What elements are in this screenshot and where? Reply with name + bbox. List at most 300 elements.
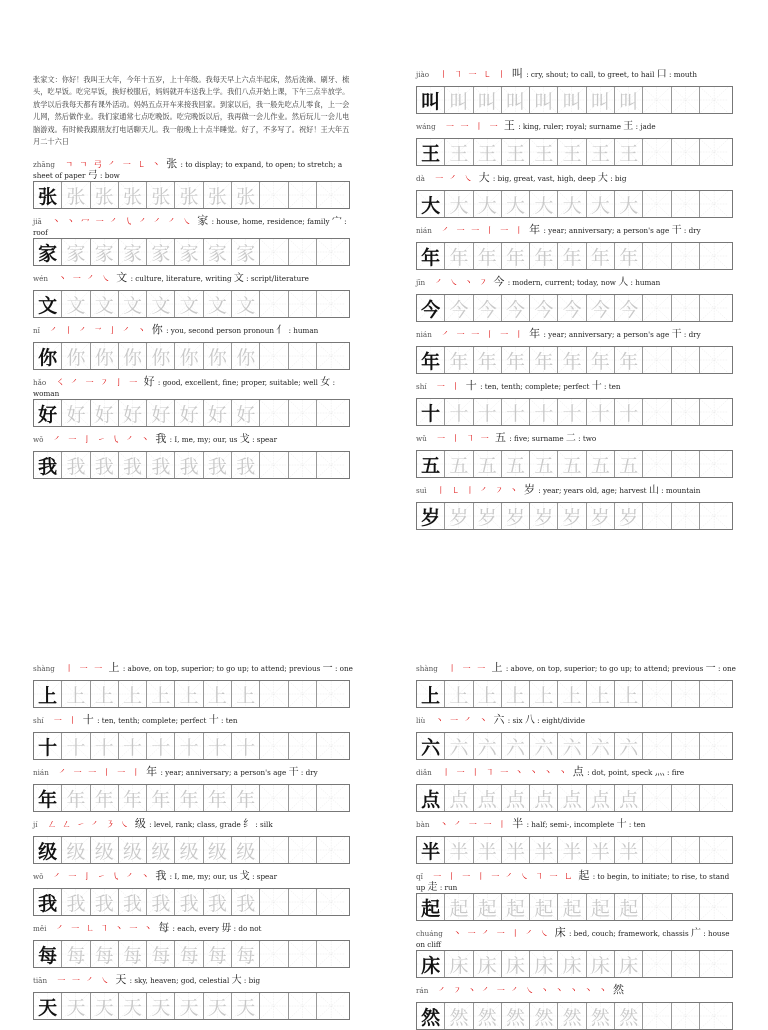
blank-practice-cell[interactable]: [700, 733, 728, 759]
trace-character-cell: [558, 1003, 586, 1029]
grid-character: 级: [38, 840, 58, 863]
blank-practice-cell[interactable]: [289, 681, 317, 707]
pinyin: jīn: [416, 278, 426, 287]
trace-character-cell: [204, 291, 232, 317]
grid-character: 大: [619, 194, 639, 217]
blank-practice-cell[interactable]: [643, 503, 671, 529]
grid-character: 半: [421, 840, 441, 863]
trace-character-cell: [558, 503, 586, 529]
blank-practice-cell[interactable]: [643, 681, 671, 707]
blank-practice-cell[interactable]: [643, 243, 671, 269]
trace-character-cell: [91, 889, 119, 915]
blank-practice-cell[interactable]: [289, 291, 317, 317]
grid-character: 大: [562, 194, 582, 217]
model-character-cell: [34, 993, 62, 1019]
stroke-order: 一 一 ㇒ ㇏: [57, 976, 112, 985]
grid-character: 上: [94, 684, 114, 707]
blank-practice-cell[interactable]: [317, 182, 345, 208]
blank-practice-cell[interactable]: [700, 894, 728, 920]
entry-header: [33, 760, 353, 784]
radical-character: 纟: [243, 819, 254, 830]
grid-character: 文: [236, 294, 256, 317]
grid-character: 你: [123, 346, 143, 369]
grid-character: 上: [506, 684, 526, 707]
grid-character: 起: [562, 897, 582, 920]
trace-character-cell: [62, 837, 90, 863]
blank-practice-cell[interactable]: [643, 1003, 671, 1029]
blank-practice-cell[interactable]: [289, 400, 317, 426]
trace-character-cell: [558, 191, 586, 217]
practice-grid: [416, 294, 733, 322]
grid-character: 张: [38, 185, 58, 208]
blank-practice-cell[interactable]: [260, 291, 288, 317]
grid-character: 叫: [477, 90, 497, 113]
meaning-text: : sky, heaven; god, celestial: [129, 976, 230, 985]
grid-character: 点: [477, 788, 497, 811]
headword-character: 五: [495, 431, 507, 444]
grid-character: 你: [38, 346, 58, 369]
blank-practice-cell[interactable]: [289, 452, 317, 478]
radical-meaning: : woman: [33, 378, 335, 398]
blank-practice-cell[interactable]: [643, 87, 671, 113]
grid-character: 六: [506, 736, 526, 759]
meaning-text: : king, ruler; royal; surname: [518, 122, 621, 131]
grid-character: 今: [619, 298, 639, 321]
grid-character: 级: [66, 840, 86, 863]
blank-practice-cell[interactable]: [317, 733, 345, 759]
headword-character: 每: [158, 921, 170, 934]
trace-character-cell: [445, 347, 473, 373]
blank-practice-cell[interactable]: [672, 837, 700, 863]
pinyin: jí: [33, 820, 38, 829]
headword-character: 文: [116, 271, 128, 284]
grid-character: 级: [151, 840, 171, 863]
blank-practice-cell[interactable]: [317, 400, 345, 426]
trace-character-cell: [530, 191, 558, 217]
blank-practice-cell[interactable]: [289, 889, 317, 915]
pinyin: nián: [416, 330, 432, 339]
grid-character: 年: [421, 350, 441, 373]
trace-character-cell: [147, 182, 175, 208]
blank-practice-cell[interactable]: [672, 87, 700, 113]
pinyin: wǒ: [33, 435, 44, 444]
trace-character-cell: [474, 295, 502, 321]
practice-grid: [33, 784, 350, 812]
trace-character-cell: [204, 785, 232, 811]
grid-character: 王: [449, 142, 469, 165]
blank-practice-cell[interactable]: [700, 503, 728, 529]
blank-practice-cell[interactable]: [317, 785, 345, 811]
grid-character: 起: [590, 897, 610, 920]
blank-practice-cell[interactable]: [672, 785, 700, 811]
blank-practice-cell[interactable]: [700, 951, 728, 977]
blank-practice-cell[interactable]: [317, 889, 345, 915]
trace-character-cell: [62, 343, 90, 369]
trace-character-cell: [147, 239, 175, 265]
entry-header: [33, 656, 353, 680]
trace-character-cell: [587, 191, 615, 217]
trace-character-cell: [615, 295, 643, 321]
trace-character-cell: [232, 993, 260, 1019]
meaning-text: : dot, point, speck: [587, 768, 653, 777]
blank-practice-cell[interactable]: [672, 295, 700, 321]
grid-character: 级: [123, 840, 143, 863]
grid-character: 我: [207, 892, 227, 915]
trace-character-cell: [232, 343, 260, 369]
trace-character-cell: [587, 347, 615, 373]
trace-character-cell: [175, 452, 203, 478]
blank-practice-cell[interactable]: [317, 343, 345, 369]
grid-character: 点: [421, 788, 441, 811]
trace-character-cell: [530, 681, 558, 707]
trace-character-cell: [615, 451, 643, 477]
blank-practice-cell[interactable]: [260, 681, 288, 707]
radical-meaning: : roof: [33, 217, 347, 237]
trace-character-cell: [91, 681, 119, 707]
trace-character-cell: [445, 87, 473, 113]
blank-practice-cell[interactable]: [672, 681, 700, 707]
pinyin: zhāng: [33, 160, 55, 169]
blank-practice-cell[interactable]: [672, 191, 700, 217]
trace-character-cell: [558, 243, 586, 269]
blank-practice-cell[interactable]: [317, 993, 345, 1019]
meaning-text: : year; anniversary; a person's age: [160, 768, 287, 777]
grid-character: 床: [590, 954, 610, 977]
blank-practice-cell[interactable]: [317, 291, 345, 317]
trace-character-cell: [175, 343, 203, 369]
radical-meaning: : eight/divide: [537, 716, 586, 725]
pinyin: shàng: [33, 664, 55, 673]
blank-practice-cell[interactable]: [672, 347, 700, 373]
grid-character: 上: [236, 684, 256, 707]
meaning-text: : good, excellent, fine; proper, suitable; well: [157, 378, 318, 387]
entry-header: [33, 708, 353, 732]
trace-character-cell: [175, 182, 203, 208]
meaning-text: : I, me, my; our, us: [169, 435, 238, 444]
pinyin: rán: [416, 986, 429, 995]
trace-character-cell: [175, 239, 203, 265]
trace-character-cell: [615, 139, 643, 165]
blank-practice-cell[interactable]: [289, 182, 317, 208]
blank-practice-cell[interactable]: [260, 993, 288, 1019]
practice-grid: [416, 242, 733, 270]
trace-character-cell: [615, 399, 643, 425]
grid-character: 天: [151, 996, 171, 1019]
blank-practice-cell[interactable]: [700, 243, 728, 269]
trace-character-cell: [62, 239, 90, 265]
blank-practice-cell[interactable]: [260, 400, 288, 426]
blank-practice-cell[interactable]: [643, 347, 671, 373]
meaning-text: : house, home, residence; family: [211, 217, 330, 226]
grid-character: 上: [449, 684, 469, 707]
trace-character-cell: [445, 503, 473, 529]
blank-practice-cell[interactable]: [643, 139, 671, 165]
grid-character: 级: [207, 840, 227, 863]
blank-practice-cell[interactable]: [289, 785, 317, 811]
blank-practice-cell[interactable]: [317, 239, 345, 265]
grid-character: 上: [151, 684, 171, 707]
grid-character: 十: [449, 402, 469, 425]
grid-character: 叫: [449, 90, 469, 113]
trace-character-cell: [558, 295, 586, 321]
trace-character-cell: [587, 399, 615, 425]
headword-character: 我: [155, 869, 167, 882]
grid-character: 半: [590, 840, 610, 863]
blank-practice-cell[interactable]: [672, 894, 700, 920]
trace-character-cell: [502, 451, 530, 477]
trace-character-cell: [615, 243, 643, 269]
blank-practice-cell[interactable]: [260, 785, 288, 811]
trace-character-cell: [91, 400, 119, 426]
blank-practice-cell[interactable]: [700, 347, 728, 373]
trace-character-cell: [147, 291, 175, 317]
trace-character-cell: [502, 87, 530, 113]
blank-practice-cell[interactable]: [672, 503, 700, 529]
model-character-cell: [417, 243, 445, 269]
grid-character: 五: [562, 454, 582, 477]
blank-practice-cell[interactable]: [672, 733, 700, 759]
blank-practice-cell[interactable]: [672, 951, 700, 977]
radical-meaning: : dry: [300, 768, 318, 777]
trace-character-cell: [175, 681, 203, 707]
blank-practice-cell[interactable]: [260, 452, 288, 478]
trace-character-cell: [62, 785, 90, 811]
stroke-order: 丶 一 ㇒ ㇏: [58, 274, 112, 283]
grid-character: 然: [590, 1006, 610, 1029]
grid-character: 文: [94, 294, 114, 317]
grid-character: 六: [421, 736, 441, 759]
blank-practice-cell[interactable]: [260, 343, 288, 369]
trace-character-cell: [232, 182, 260, 208]
character-entry: [416, 374, 736, 426]
pinyin: bàn: [416, 820, 430, 829]
grid-character: 上: [477, 684, 497, 707]
trace-character-cell: [558, 451, 586, 477]
blank-practice-cell[interactable]: [700, 139, 728, 165]
practice-grid: [33, 342, 350, 370]
radical-meaning: : jade: [635, 122, 656, 131]
trace-character-cell: [502, 681, 530, 707]
stroke-order: ㇒ 一 一 丨 一 丨: [59, 768, 142, 777]
blank-practice-cell[interactable]: [643, 785, 671, 811]
blank-practice-cell[interactable]: [672, 399, 700, 425]
trace-character-cell: [119, 941, 147, 967]
trace-character-cell: [474, 733, 502, 759]
blank-practice-cell[interactable]: [672, 243, 700, 269]
meaning-text: : level, rank; class, grade: [149, 820, 241, 829]
blank-practice-cell[interactable]: [289, 993, 317, 1019]
headword-character: 叫: [511, 67, 523, 80]
blank-practice-cell[interactable]: [289, 941, 317, 967]
trace-character-cell: [204, 182, 232, 208]
grid-character: 级: [179, 840, 199, 863]
blank-practice-cell[interactable]: [643, 191, 671, 217]
blank-practice-cell[interactable]: [672, 451, 700, 477]
blank-practice-cell[interactable]: [700, 1003, 728, 1029]
grid-character: 今: [421, 298, 441, 321]
headword-character: 十: [465, 379, 477, 392]
radical-character: 王: [623, 121, 634, 132]
character-entry: [33, 708, 353, 760]
meaning-text: : ten, tenth; complete; perfect: [480, 382, 590, 391]
trace-character-cell: [445, 951, 473, 977]
grid-character: 年: [562, 350, 582, 373]
model-character-cell: [417, 951, 445, 977]
character-entry: [416, 62, 736, 114]
blank-practice-cell[interactable]: [672, 1003, 700, 1029]
trace-character-cell: [445, 894, 473, 920]
blank-practice-cell[interactable]: [700, 295, 728, 321]
blank-practice-cell[interactable]: [289, 837, 317, 863]
model-character-cell: [34, 343, 62, 369]
trace-character-cell: [204, 941, 232, 967]
blank-practice-cell[interactable]: [289, 239, 317, 265]
trace-character-cell: [147, 681, 175, 707]
blank-practice-cell[interactable]: [289, 343, 317, 369]
grid-character: 岁: [562, 506, 582, 529]
grid-character: 岁: [449, 506, 469, 529]
trace-character-cell: [530, 295, 558, 321]
trace-character-cell: [147, 837, 175, 863]
model-character-cell: [34, 681, 62, 707]
blank-practice-cell[interactable]: [672, 139, 700, 165]
grid-character: 床: [506, 954, 526, 977]
grid-character: 叫: [590, 90, 610, 113]
pinyin: wǒ: [33, 872, 44, 881]
blank-practice-cell[interactable]: [643, 451, 671, 477]
grid-character: 五: [619, 454, 639, 477]
trace-character-cell: [530, 399, 558, 425]
grid-character: 张: [151, 185, 171, 208]
trace-character-cell: [587, 243, 615, 269]
blank-practice-cell[interactable]: [700, 399, 728, 425]
grid-character: 上: [534, 684, 554, 707]
trace-character-cell: [119, 291, 147, 317]
entry-header: [416, 478, 736, 502]
trace-character-cell: [119, 681, 147, 707]
blank-practice-cell[interactable]: [643, 951, 671, 977]
grid-character: 十: [236, 736, 256, 759]
grid-character: 家: [38, 242, 58, 265]
stroke-order: ㇒ 一 亅 ㇀ ㇂ ㇒ 丶: [53, 872, 152, 881]
trace-character-cell: [558, 837, 586, 863]
trace-character-cell: [445, 399, 473, 425]
blank-practice-cell[interactable]: [700, 837, 728, 863]
trace-character-cell: [587, 1003, 615, 1029]
character-entry: [416, 921, 736, 978]
radical-character: 一: [705, 663, 716, 674]
entry-header: [416, 62, 736, 86]
grid-character: 六: [477, 736, 497, 759]
grid-character: 好: [236, 403, 256, 426]
grid-character: 大: [421, 194, 441, 217]
trace-character-cell: [558, 681, 586, 707]
blank-practice-cell[interactable]: [260, 733, 288, 759]
trace-character-cell: [502, 399, 530, 425]
blank-practice-cell[interactable]: [643, 733, 671, 759]
blank-practice-cell[interactable]: [260, 889, 288, 915]
grid-character: 家: [123, 242, 143, 265]
blank-practice-cell[interactable]: [700, 87, 728, 113]
blank-practice-cell[interactable]: [260, 182, 288, 208]
trace-character-cell: [62, 993, 90, 1019]
practice-grid: [416, 138, 733, 166]
character-entry: [33, 864, 353, 916]
blank-practice-cell[interactable]: [260, 941, 288, 967]
trace-character-cell: [530, 451, 558, 477]
trace-character-cell: [204, 993, 232, 1019]
trace-character-cell: [502, 295, 530, 321]
blank-practice-cell[interactable]: [700, 681, 728, 707]
practice-grid: [416, 346, 733, 374]
blank-practice-cell[interactable]: [700, 785, 728, 811]
blank-practice-cell[interactable]: [260, 239, 288, 265]
trace-character-cell: [474, 87, 502, 113]
meaning-text: : year; anniversary; a person's age: [543, 226, 670, 235]
blank-practice-cell[interactable]: [700, 191, 728, 217]
trace-character-cell: [530, 733, 558, 759]
entry-header: [416, 812, 736, 836]
grid-character: 年: [619, 246, 639, 269]
blank-practice-cell[interactable]: [643, 399, 671, 425]
blank-practice-cell[interactable]: [317, 681, 345, 707]
grid-character: 半: [619, 840, 639, 863]
stroke-order: 丶 丶 冖 一 ㇒ ㇂ ㇒ ㇒ ㇒ ㇏: [52, 217, 193, 226]
blank-practice-cell[interactable]: [289, 733, 317, 759]
radical-meaning: : spear: [252, 435, 278, 444]
trace-character-cell: [204, 837, 232, 863]
blank-practice-cell[interactable]: [700, 451, 728, 477]
pinyin: hǎo: [33, 378, 47, 387]
blank-practice-cell[interactable]: [643, 894, 671, 920]
blank-practice-cell[interactable]: [317, 837, 345, 863]
grid-character: 年: [421, 246, 441, 269]
grid-character: 年: [619, 350, 639, 373]
entry-header: [33, 427, 353, 451]
practice-grid: [416, 86, 733, 114]
grid-character: 点: [449, 788, 469, 811]
grid-character: 好: [179, 403, 199, 426]
blank-practice-cell[interactable]: [643, 295, 671, 321]
grid-character: 今: [590, 298, 610, 321]
trace-character-cell: [204, 239, 232, 265]
grid-character: 起: [449, 897, 469, 920]
trace-character-cell: [91, 182, 119, 208]
headword-character: 年: [146, 765, 158, 778]
grid-character: 十: [151, 736, 171, 759]
pinyin: shí: [416, 382, 427, 391]
grid-character: 天: [38, 996, 58, 1019]
blank-practice-cell[interactable]: [317, 452, 345, 478]
practice-grid: [416, 190, 733, 218]
stroke-order: ㇒ 丨 ㇒ ㇖ 亅 ㇒ 丶: [50, 326, 148, 335]
trace-character-cell: [91, 993, 119, 1019]
grid-character: 天: [66, 996, 86, 1019]
radical-character: 弓: [87, 170, 98, 181]
blank-practice-cell[interactable]: [317, 941, 345, 967]
trace-character-cell: [147, 889, 175, 915]
blank-practice-cell[interactable]: [643, 837, 671, 863]
grid-character: 六: [562, 736, 582, 759]
blank-practice-cell[interactable]: [260, 837, 288, 863]
trace-character-cell: [119, 993, 147, 1019]
grid-character: 文: [179, 294, 199, 317]
character-entry: [416, 760, 736, 812]
stroke-order: 丨 ㇄ 丨 ㇒ ㇇ 丶: [436, 486, 520, 495]
practice-grid: [416, 784, 733, 812]
practice-grid: [33, 836, 350, 864]
trace-character-cell: [530, 1003, 558, 1029]
